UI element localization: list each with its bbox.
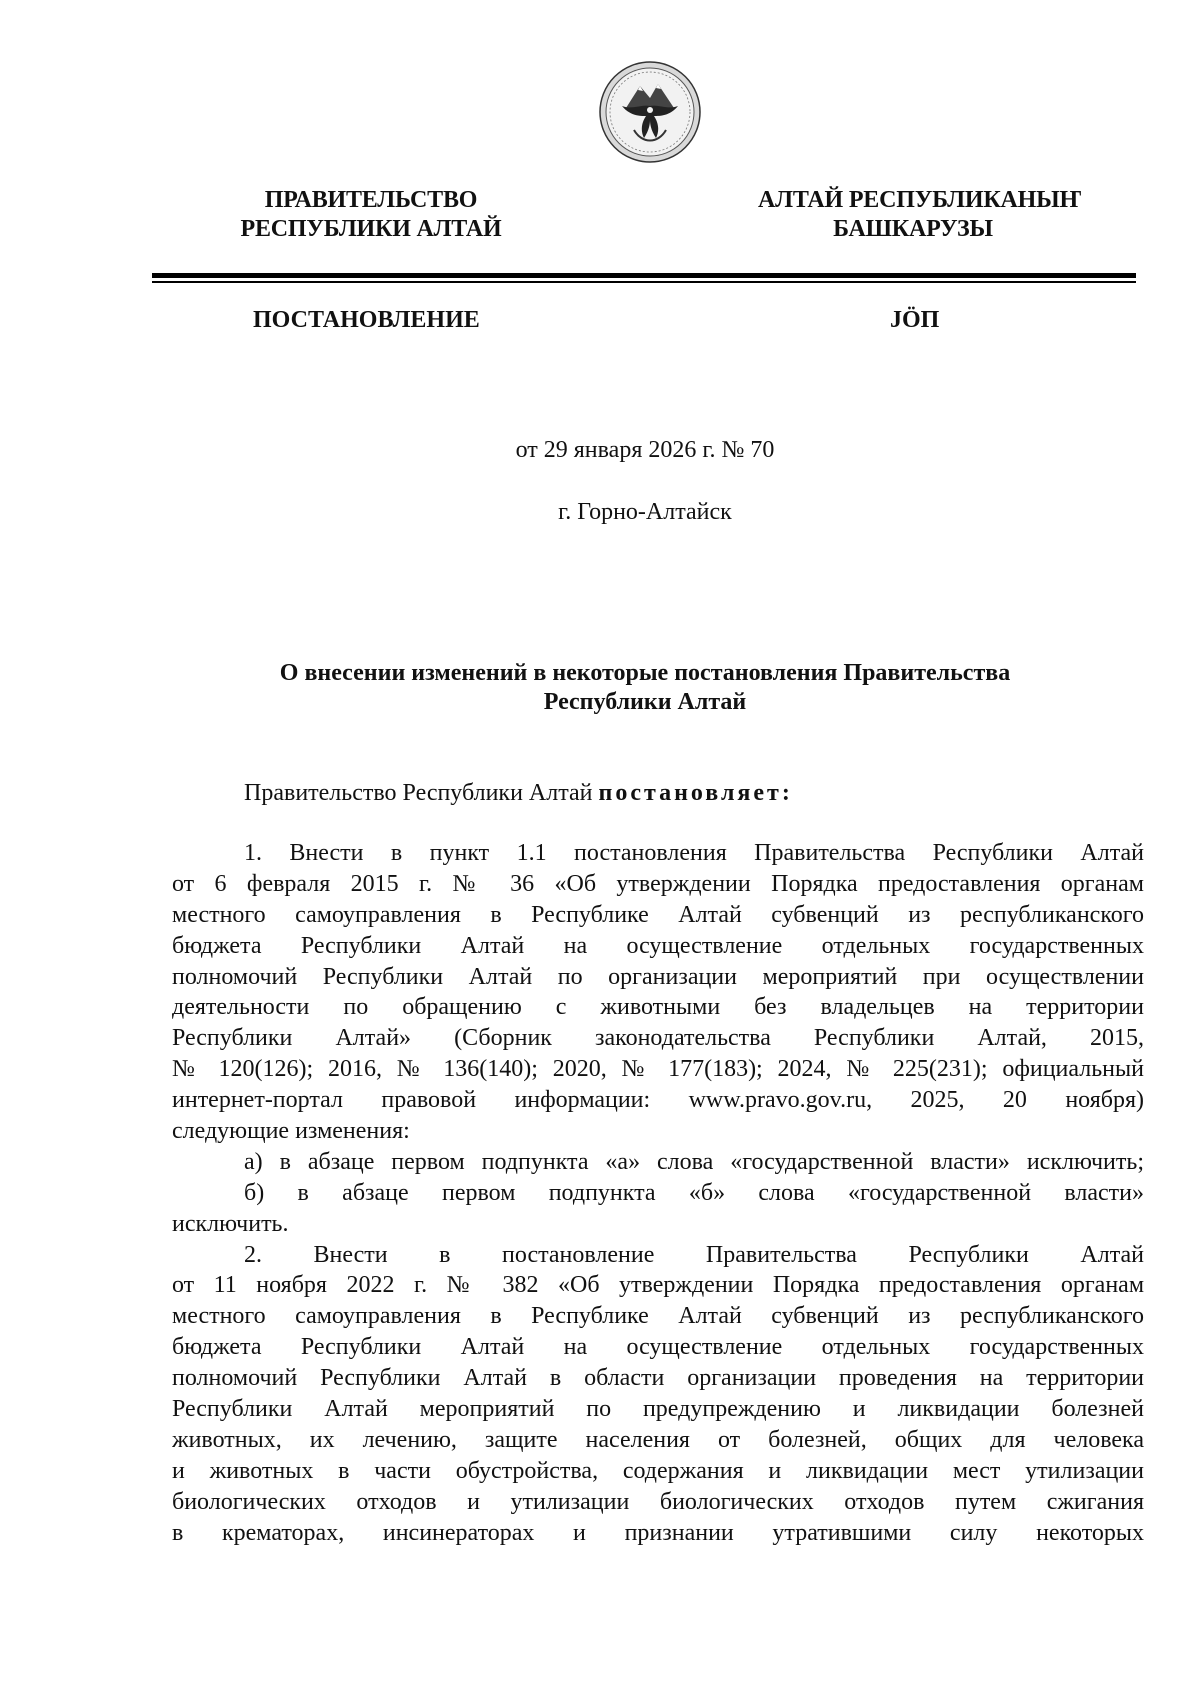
body-line: № 120(126); 2016, № 136(140); 2020, № 177(183); 2024, № 225(231); официальный [172, 1056, 1144, 1083]
org-name-line: РЕСПУБЛИКИ АЛТАЙ [240, 216, 502, 242]
org-name-line: БАШКАРУЗЫ [833, 216, 993, 242]
title-line: Республики Алтай [543, 689, 747, 715]
body-line: животных, их лечению, защите населения от болезней, общих для человека [172, 1426, 1144, 1453]
body-line: бюджета Республики Алтай на осуществление отдельных государственных [172, 1334, 1144, 1361]
org-name-altai [758, 186, 1082, 244]
title-line: О внесении изменений в некоторые постановления Правительства [279, 660, 1011, 686]
org-name-line: ПРАВИТЕЛЬСТВО [264, 187, 478, 213]
body-line: местного самоуправления в Республике Алтай субвенций из республиканского [172, 901, 1144, 928]
coat-of-arms-emblem [598, 60, 702, 164]
document-body [172, 838, 1144, 1548]
body-line: бюджета Республики Алтай на осуществление отдельных государственных [172, 932, 1144, 959]
body-line: и животных в части обустройства, содержания и ликвидации мест утилизации [172, 1457, 1144, 1484]
body-line: полномочий Республики Алтай по организации мероприятий при осуществлении [172, 963, 1144, 990]
body-line: полномочий Республики Алтай в области организации проведения на территории [172, 1365, 1144, 1392]
document-title [150, 659, 1140, 717]
doctype-russian: ПОСТАНОВЛЕНИЕ [253, 307, 480, 333]
body-line: 2. Внести в постановление Правительства Республики Алтай [244, 1241, 1144, 1268]
preamble-verb: постановляет [598, 780, 782, 806]
body-line: биологических отходов и утилизации биологических отходов путем сжигания [172, 1488, 1144, 1515]
body-line: исключить. [172, 1210, 289, 1237]
body-line: от 6 февраля 2015 г. № 36 «Об утверждении Порядка предоставления органам [172, 870, 1144, 897]
body-line: а) в абзаце первом подпункта «а» слова «государственной власти» исключить; [244, 1148, 1144, 1175]
org-name-line: АЛТАЙ РЕСПУБЛИКАНЫҤ [758, 187, 1082, 213]
doctype-altai: JÖП [890, 307, 940, 333]
body-line: Республики Алтай» (Сборник законодательства Республики Алтай, 2015, [172, 1025, 1144, 1052]
body-line: деятельности по обращению с животными без владельцев на территории [172, 994, 1144, 1021]
body-line: 1. Внести в пункт 1.1 постановления Правительства Республики Алтай [244, 840, 1144, 866]
body-line: местного самоуправления в Республике Алтай субвенций из республиканского [172, 1303, 1144, 1330]
preamble-colon: : [781, 780, 793, 806]
preamble [244, 779, 793, 807]
body-line: Республики Алтай мероприятий по предупреждению и ликвидации болезней [172, 1396, 1144, 1423]
org-name-russian [236, 186, 506, 244]
header-divider-thin [152, 281, 1136, 283]
header-divider-thick [152, 273, 1136, 278]
date-number: от 29 января 2026 г. № 70 [515, 437, 775, 463]
body-line: от 11 ноября 2022 г. № 382 «Об утверждении Порядка предоставления органам [172, 1272, 1144, 1299]
body-line: следующие изменения: [172, 1118, 410, 1145]
body-line: в крематорах, инсинераторах и признании утратившими силу некоторых [172, 1519, 1144, 1546]
city: г. Горно-Алтайск [558, 499, 732, 525]
body-line: б) в абзаце первом подпункта «б» слова «государственной власти» [244, 1179, 1144, 1206]
body-line: интернет-портал правовой информации: www.pravo.gov.ru, 2025, 20 ноября) [172, 1087, 1144, 1114]
preamble-lead: Правительство Республики Алтай [244, 780, 599, 806]
